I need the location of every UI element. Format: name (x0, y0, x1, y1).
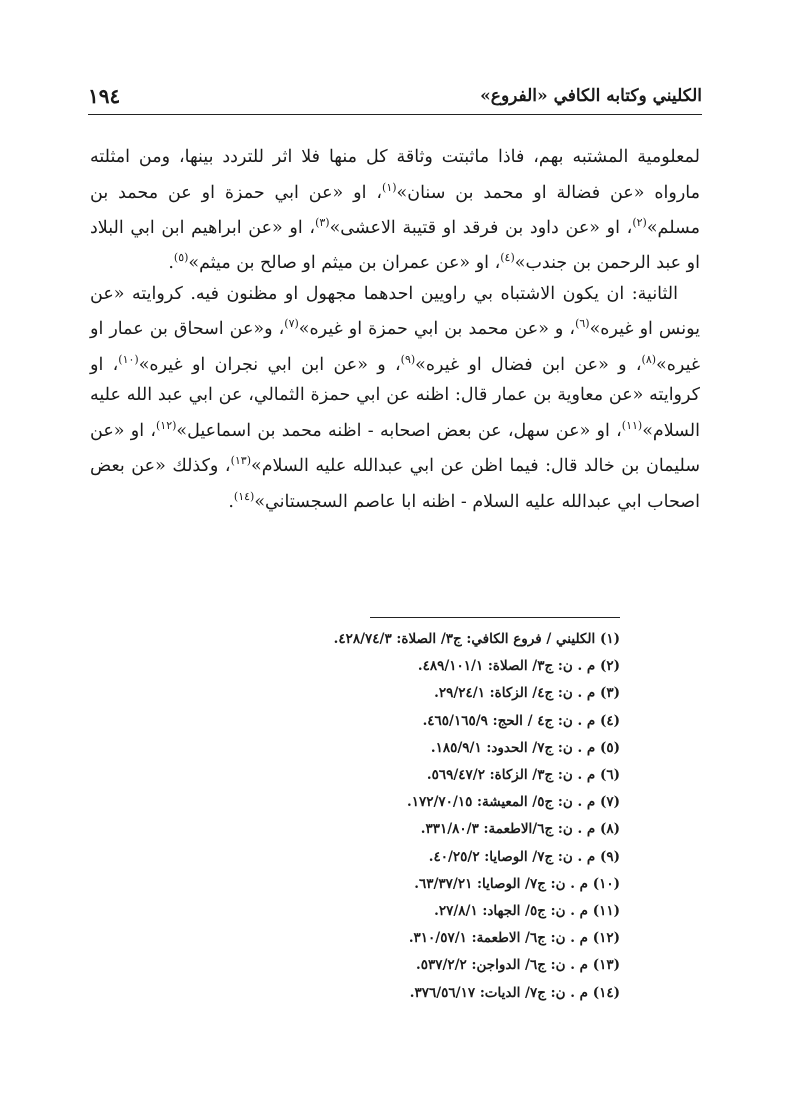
footnotes-list (160, 626, 620, 1007)
footnote: (٨) م . ن: ج٦/الاطعمة: ٣٣١/٨٠/٣. (420, 821, 620, 838)
footnote-divider (370, 617, 620, 618)
paragraph-2: الثانية: ان يكون الاشتباه بي راويين احدهما مجهول او مظنون فيه. كروايته «عن يونس او غيره»$^{(٦)}$، و «عن محمد بن ابي حمزة او غيره»$^{(٧)}$، و«عن اسحاق بن عمار او غيره»$^{(٨)}$، و «عن ابن فضال او غيره»$^{(٩)}$، و «عن ابن ابي نجران او غيره»$^{(١٠)}$، او كروايته «عن معاوية بن عمار قال: اظنه عن ابي حمزة الثمالي، عن ابي عبد الله عليه السلام»$^{(١١)}$، او «عن سهل، عن بعض اصحابه - اظنه محمد بن اسماعيل»$^{(١٢)}$، او «عن سليمان بن خالد قال: فيما اظن عن ابي عبدالله عليه السلام»$^{(١٣)}$، وكذلك «عن بعض اصحاب ابي عبدالله عليه السلام - اظنه ابا عاصم السجستاني»$^{(١٤)}$. (90, 283, 701, 512)
footnote: (٢) م . ن: ج٣/ الصلاة: ٤٨٩/١٠١/١. (417, 658, 620, 675)
footnote: (٧) م . ن: ج٥/ المعيشة: ١٧٢/٧٠/١٥. (407, 794, 620, 811)
body-text (90, 142, 700, 517)
footnote: (١٢) م . ن: ج٦/ الاطعمة: ٣١٠/٥٧/١. (408, 930, 620, 947)
footnote: (٣) م . ن: ج٤/ الزكاة: ٢٩/٢٤/١. (434, 685, 620, 702)
footnote: (١٠) م . ن: ج٧/ الوصايا: ٦٣/٣٧/٢١. (414, 875, 620, 892)
footnote: (١١) م . ن: ج٥/ الجهاد: ٢٧/٨/١. (434, 903, 620, 920)
page-header (88, 78, 702, 115)
footnote: (٩) م . ن: ج٧/ الوصايا: ٤٠/٢٥/٢. (428, 848, 620, 865)
page-number: ١٩٤ (88, 84, 121, 108)
footnote: (١٤) م . ن: ج٧/ الديات: ٣٧٦/٥٦/١٧. (409, 984, 620, 1001)
paragraph-1: لمعلومية المشتبه بهم، فاذا ماثبتت وثاقة كل منها فلا اثر للتردد بينها، ومن امثلته مارواه «عن فضالة او محمد بن سنان»$^{(١)}$، او «عن ابي حمزة او عن محمد بن مسلم»$^{(٢)}$، او «عن داود بن فرقد او قتيبة الاعشى»$^{(٣)}$، او «عن ابراهيم ابن ابي البلاد او عبد الرحمن بن جندب»$^{(٤)}$، او «عن عمران بن ميثم او صالح بن ميثم»$^{(٥)}$. (90, 147, 700, 274)
footnote: (٥) م . ن: ج٧/ الحدود: ١٨٥/٩/١. (430, 739, 620, 756)
footnote: (٤) م . ن: ج٤ / الحج: ٤٦٥/١٦٥/٩. (422, 712, 620, 729)
footnote: (١) الكليني / فروع الكافي: ج٣/ الصلاة: ٤٢٨/٧٤/٣. (333, 631, 620, 647)
running-title: الكليني وكتابه الكافي «الفروع» (480, 86, 702, 106)
footnote: (١٣) م . ن: ج٦/ الدواجن: ٥٣٧/٢/٢. (415, 957, 620, 974)
footnote: (٦) م . ن: ج٣/ الزكاة: ٥٦٩/٤٧/٢. (426, 767, 620, 784)
